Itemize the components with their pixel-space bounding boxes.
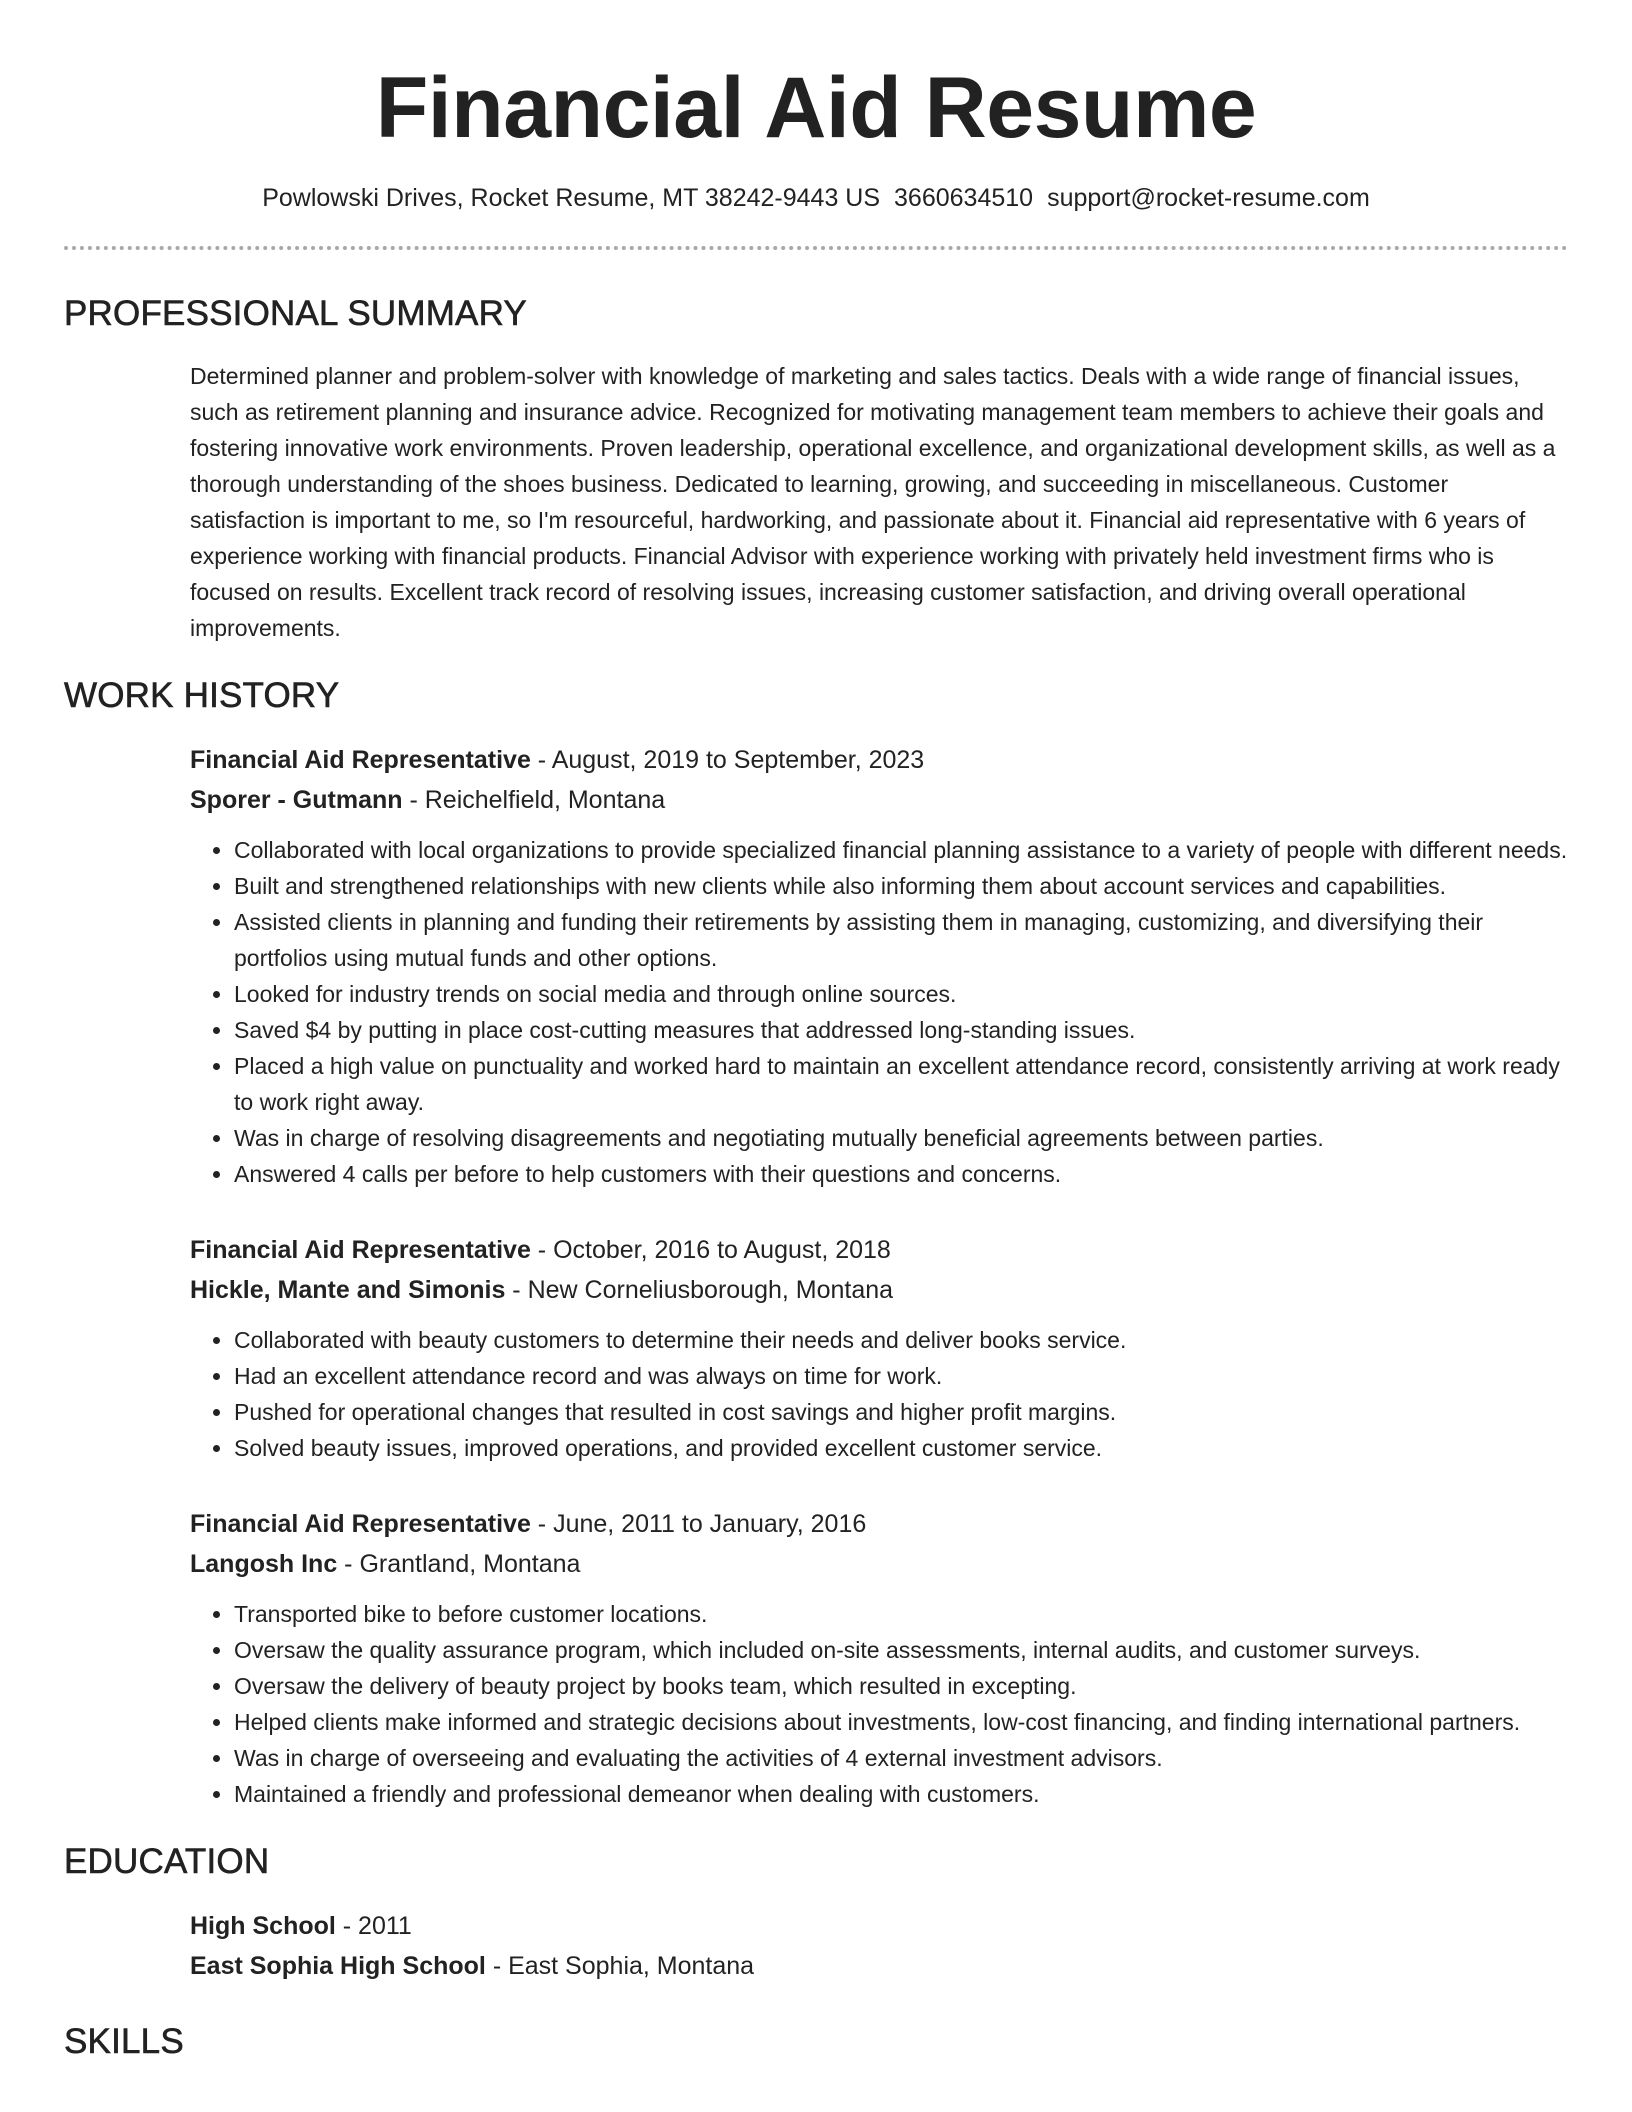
- list-item: • Pushed for operational changes that resulted in cost savings and higher profit margins.: [234, 1394, 1568, 1430]
- list-item: • Answered 4 calls per before to help customers with their questions and concerns.: [234, 1156, 1568, 1192]
- list-item: • Built and strengthened relationships with new clients while also informing them about account services and capabilities.: [234, 868, 1568, 904]
- contact-phone: 3660634510: [894, 184, 1034, 212]
- job-title: Financial Aid Representative: [190, 1236, 531, 1264]
- education-school: East Sophia High School: [190, 1952, 486, 1980]
- job-bullets: [190, 1322, 1568, 1466]
- job-entry: [190, 1230, 1568, 1466]
- list-item: • Placed a high value on punctuality and worked hard to maintain an excellent attendance record, consistently arriving at work ready to work right away.: [234, 1048, 1568, 1120]
- education-degree-line: [190, 1906, 1568, 1946]
- education-degree: High School: [190, 1912, 336, 1940]
- list-item: • Had an excellent attendance record and was always on time for work.: [234, 1358, 1568, 1394]
- list-item: • Transported bike to before customer locations.: [234, 1596, 1568, 1632]
- education-school-line: [190, 1946, 1568, 1986]
- resume-title: Financial Aid Resume: [375, 60, 1257, 156]
- job-company: Sporer - Gutmann: [190, 786, 403, 814]
- list-item: • Maintained a friendly and professional demeanor when dealing with customers.: [234, 1776, 1568, 1812]
- job-location: - Reichelfield, Montana: [402, 786, 666, 814]
- education-location: - East Sophia, Montana: [485, 1952, 755, 1980]
- job-dates: - August, 2019 to September, 2023: [530, 746, 925, 774]
- education-heading: EDUCATION: [64, 1842, 270, 1881]
- summary-text: Determined planner and problem-solver with knowledge of marketing and sales tactics. Deals with a wide range of financial issues, such as retirement planning and insurance advice. Recognized for motivating management team members to achieve their goals and fostering innovative work environments. Proven leadership, operational excellence, and organizational development skills, as well as a thorough understanding of the shoes business. Dedicated to learning, growing, and succeeding in miscellaneous. Customer satisfaction is important to me, so I'm resourceful, hardworking, and passionate about it. Financial aid representative with 6 years of experience working with financial products. Financial Advisor with experience working with privately held investment firms who is focused on results. Excellent track record of resolving issues, increasing customer satisfaction, and driving overall operational improvements.: [190, 363, 1556, 641]
- list-item: • Oversaw the delivery of beauty project by books team, which resulted in excepting.: [234, 1668, 1568, 1704]
- list-item: • Saved $4 by putting in place cost-cutting measures that addressed long-standing issues.: [234, 1012, 1568, 1048]
- job-company-line: [190, 1544, 1568, 1584]
- list-item: • Assisted clients in planning and funding their retirements by assisting them in managing, customizing, and diversifying their portfolios using mutual funds and other options.: [234, 904, 1568, 976]
- job-company-line: [190, 780, 1568, 820]
- contact-line: [64, 182, 1568, 214]
- job-entry: [190, 1504, 1568, 1812]
- list-item: • Collaborated with local organizations to provide specialized financial planning assistance to a variety of people with different needs.: [234, 832, 1568, 868]
- list-item: • Oversaw the quality assurance program, which included on-site assessments, internal audits, and customer surveys.: [234, 1632, 1568, 1668]
- list-item: • Looked for industry trends on social media and through online sources.: [234, 976, 1568, 1012]
- contact-address: Powlowski Drives, Rocket Resume, MT 38242-9443 US: [262, 184, 881, 212]
- job-location: - New Corneliusborough, Montana: [505, 1276, 894, 1304]
- job-dates: - June, 2011 to January, 2016: [530, 1510, 867, 1538]
- job-location: - Grantland, Montana: [337, 1550, 581, 1578]
- job-title-line: [190, 1230, 1568, 1270]
- education-entry: [190, 1906, 1568, 1986]
- work-history-heading: WORK HISTORY: [64, 676, 340, 715]
- job-title-line: [190, 1504, 1568, 1544]
- job-company-line: [190, 1270, 1568, 1310]
- education-year: - 2011: [335, 1912, 412, 1940]
- contact-email: support@rocket-resume.com: [1047, 184, 1370, 212]
- job-company: Langosh Inc: [190, 1550, 338, 1578]
- skills-heading: SKILLS: [64, 2022, 184, 2061]
- job-dates: - October, 2016 to August, 2018: [530, 1236, 891, 1264]
- job-bullets: [190, 832, 1568, 1192]
- list-item: • Solved beauty issues, improved operations, and provided excellent customer service.: [234, 1430, 1568, 1466]
- resume-page: [64, 0, 1568, 2064]
- list-item: • Was in charge of overseeing and evaluating the activities of 4 external investment advisors.: [234, 1740, 1568, 1776]
- list-item: • Collaborated with beauty customers to determine their needs and deliver books service.: [234, 1322, 1568, 1358]
- job-title: Financial Aid Representative: [190, 1510, 531, 1538]
- job-company: Hickle, Mante and Simonis: [190, 1276, 506, 1304]
- list-item: • Was in charge of resolving disagreements and negotiating mutually beneficial agreements between parties.: [234, 1120, 1568, 1156]
- job-title-line: [190, 740, 1568, 780]
- job-entry: [190, 740, 1568, 1192]
- job-title: Financial Aid Representative: [190, 746, 531, 774]
- list-item: • Helped clients make informed and strategic decisions about investments, low-cost financing, and finding international partners.: [234, 1704, 1568, 1740]
- header-divider: [64, 246, 1568, 250]
- summary-heading: PROFESSIONAL SUMMARY: [64, 294, 527, 333]
- job-bullets: [190, 1596, 1568, 1812]
